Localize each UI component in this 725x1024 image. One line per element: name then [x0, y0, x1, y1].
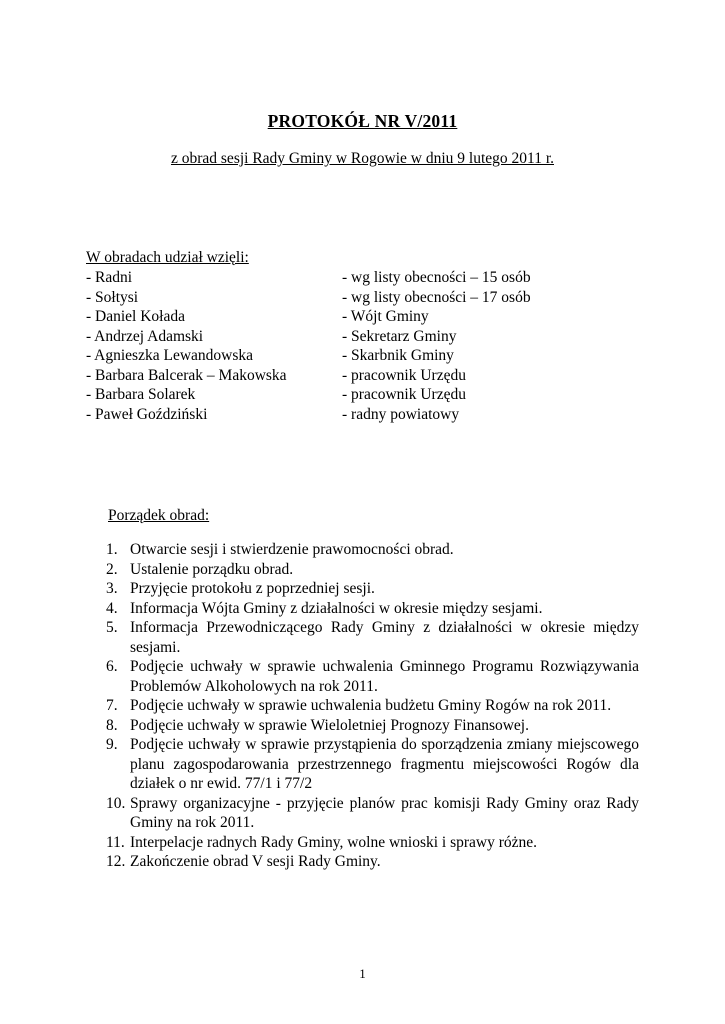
- attendee-name: - Radni: [86, 269, 133, 286]
- agenda-item: [106, 540, 639, 560]
- agenda-item: [106, 735, 639, 794]
- agenda-item: [106, 657, 639, 696]
- agenda-item-number: 7.: [106, 697, 118, 714]
- attendee-role: - wg listy obecności – 17 osób: [342, 288, 531, 306]
- agenda-item-number: 9.: [106, 736, 118, 753]
- attendee-row: [86, 385, 646, 405]
- agenda-item: [106, 599, 639, 619]
- agenda-item: [106, 833, 639, 853]
- agenda-item-text: Podjęcie uchwały w sprawie przystąpienia do sporządzenia zmiany miejscowego planu zagospodarowania przestrzennego fragmentu miejscowości Rogów dla działek o nr ewid. 77/1 i 77/2: [130, 736, 639, 792]
- agenda-item-number: 11.: [106, 833, 125, 851]
- document-subtitle: z obrad sesji Rady Gminy w Rogowie w dniu 9 lutego 2011 r.: [170, 150, 554, 167]
- agenda-item: [106, 696, 639, 716]
- agenda-item-text: Podjęcie uchwały w sprawie uchwalenia Gminnego Programu Rozwiązywania Problemów Alkoholowych na rok 2011.: [130, 658, 639, 695]
- attendee-role: - pracownik Urzędu: [342, 366, 466, 384]
- agenda-item-number: 10.: [106, 794, 126, 812]
- agenda-item-text: Podjęcie uchwały w sprawie Wieloletniej Prognozy Finansowej.: [130, 716, 529, 734]
- attendee-role: - wg listy obecności – 15 osób: [342, 269, 531, 286]
- attendee-name: - Paweł Goździński: [86, 405, 208, 423]
- agenda-list: [106, 540, 639, 872]
- attendee-name: - Barbara Solarek: [86, 386, 196, 403]
- attendee-role: - radny powiatowy: [342, 405, 460, 423]
- agenda-item-text: Informacja Wójta Gminy z działalności w okresie między sesjami.: [130, 599, 543, 617]
- agenda-item: [106, 579, 639, 599]
- agenda-item-number: 5.: [106, 619, 118, 636]
- attendee-role: - pracownik Urzędu: [342, 386, 466, 403]
- agenda-item: [106, 560, 639, 580]
- agenda-item-text: Otwarcie sesji i stwierdzenie prawomocności obrad.: [130, 541, 454, 558]
- document-title: PROTOKÓŁ NR V/2011: [267, 111, 458, 131]
- attendee-name: - Sołtysi: [86, 288, 139, 306]
- attendee-row: [86, 268, 646, 288]
- agenda-item: [106, 794, 639, 833]
- attendee-list: [86, 268, 646, 424]
- agenda-item: [106, 618, 639, 657]
- attendee-row: [86, 346, 646, 366]
- agenda-heading: Porządek obrad:: [108, 507, 210, 524]
- page-number: 1: [359, 966, 366, 981]
- agenda-item-text: Ustalenie porządku obrad.: [130, 560, 294, 578]
- agenda-item-text: Podjęcie uchwały w sprawie uchwalenia budżetu Gminy Rogów na rok 2011.: [130, 697, 612, 714]
- attendee-name: - Barbara Balcerak – Makowska: [86, 366, 287, 384]
- attendee-row: [86, 366, 646, 386]
- agenda-item: [106, 716, 639, 736]
- attendance-heading: W obradach udział wzięli:: [86, 249, 249, 266]
- agenda-item-text: Zakończenie obrad V sesji Rady Gminy.: [130, 853, 381, 870]
- agenda-item-number: 12.: [106, 853, 126, 870]
- agenda-item-number: 6.: [106, 658, 118, 675]
- agenda-item: [106, 852, 639, 872]
- attendee-name: - Agnieszka Lewandowska: [86, 347, 254, 364]
- attendee-row: [86, 288, 646, 308]
- attendee-role: - Skarbnik Gminy: [342, 347, 454, 364]
- attendee-name: - Daniel Kołada: [86, 308, 185, 325]
- attendee-name: - Andrzej Adamski: [86, 327, 204, 345]
- agenda-item-text: Informacja Przewodniczącego Rady Gminy z działalności w okresie między sesjami.: [130, 619, 639, 656]
- attendee-row: [86, 327, 646, 347]
- attendee-role: - Wójt Gminy: [342, 308, 429, 325]
- agenda-item-text: Interpelacje radnych Rady Gminy, wolne wnioski i sprawy różne.: [130, 833, 538, 851]
- attendee-row: [86, 307, 646, 327]
- agenda-item-text: Przyjęcie protokołu z poprzedniej sesji.: [130, 580, 375, 597]
- agenda-item-number: 3.: [106, 580, 118, 597]
- attendee-role: - Sekretarz Gminy: [342, 327, 457, 345]
- agenda-item-number: 2.: [106, 560, 118, 578]
- agenda-item-number: 8.: [106, 716, 118, 734]
- attendee-row: [86, 405, 646, 425]
- agenda-item-number: 1.: [106, 541, 118, 558]
- agenda-item-number: 4.: [106, 599, 118, 617]
- agenda-item-text: Sprawy organizacyjne - przyjęcie planów prac komisji Rady Gminy oraz Rady Gminy na rok 2011.: [130, 794, 639, 831]
